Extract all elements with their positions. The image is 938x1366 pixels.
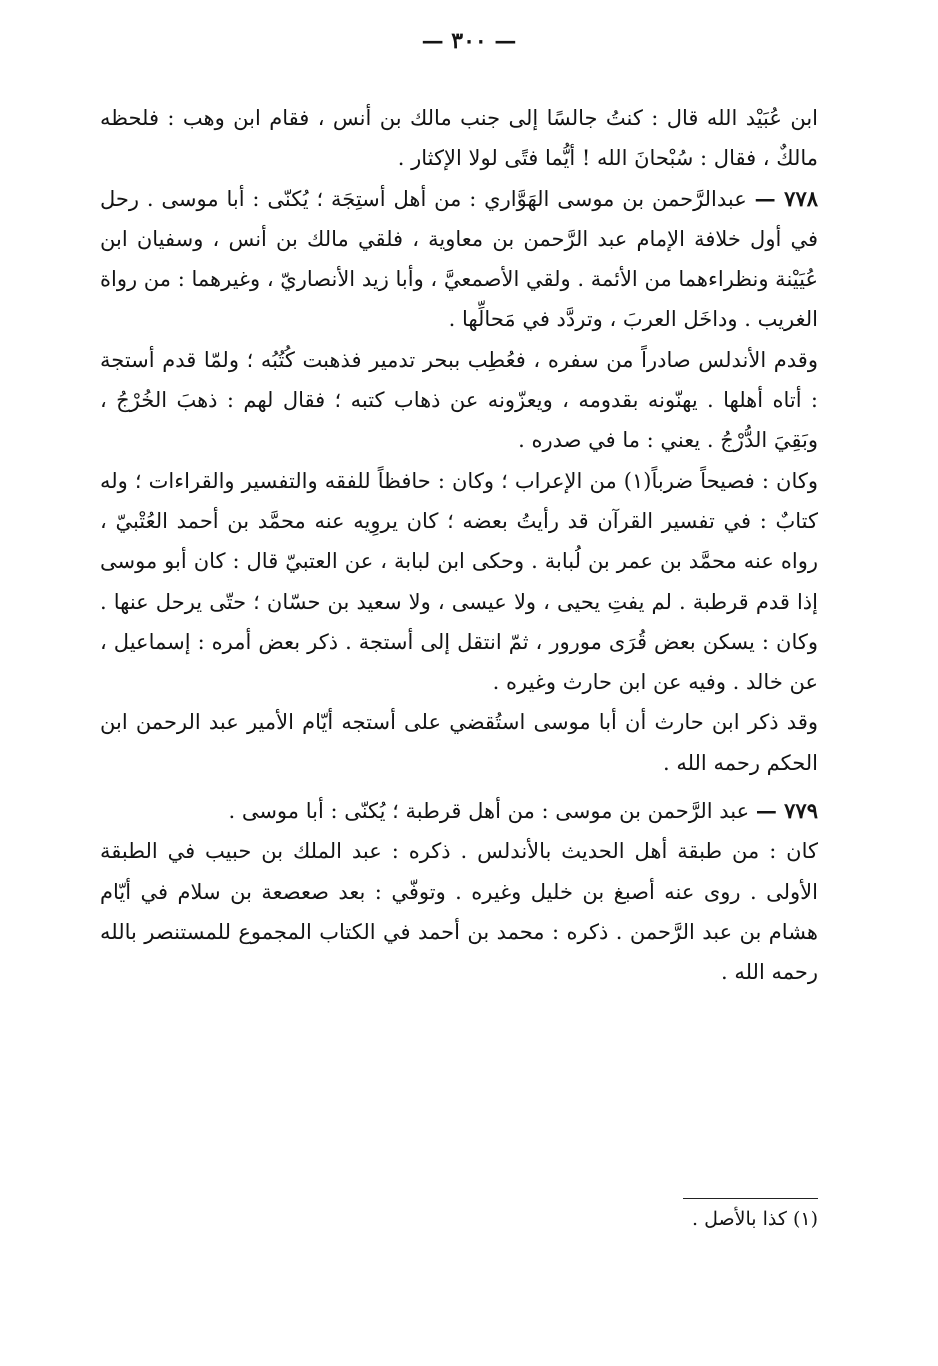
paragraph-text: ابن عُبَيْد الله قال : كنتُ جالسًا إلى جنب مالك بن أنس ، فقام ابن وهب : فلحظه مالكٌ ، فقال : سُبْحانَ الله ! أيُّما فتًى لولا الإكثار . bbox=[100, 106, 818, 171]
paragraph bbox=[100, 791, 818, 831]
paragraph-text: وكان : فصيحاً ضرباً(١) من الإعراب ؛ وكان : حافظاً للفقه والتفسير والقراءات ؛ وله كتابٌ : في تفسير القرآن قد رأيتُ بعضه ؛ كان يروِيه عنه محمَّد بن أحمد العُتْبيّ ، رواه عنه محمَّد بن عمر بن لُبابة . وحكى ابن لبابة ، عن العتبيّ قال : كان أبو موسى إذا قدم قرطبة . لم يفتِ يحيى ، ولا عيسى ، ولا سعيد بن حسّان ؛ حتّى يرحل عنها . وكان : يسكن بعض قُرَى مورور ، ثمّ انتقل إلى أستجة . ذكر بعض أمره : إسماعيل ، عن خالد . وفيه عن ابن حارث وغيره . bbox=[100, 468, 818, 695]
paragraph-text: وقدم الأندلس صادراً من سفره ، فعُطِب ببحر تدمير فذهبت كُتُبُه ؛ ولمّا قدم أستجة : أتاه أهلها . يهنّونه بقدومه ، ويعزّونه عن ذهاب كتبه ؛ فقال لهم : ذهبَ الخُرْجُ ، وبَقِيَ الدُّرْجُ . يعني : ما في صدره . bbox=[100, 347, 818, 453]
footnote: (١) كذا بالأصل . bbox=[692, 1208, 818, 1230]
entry-number: ٧٧٨ — bbox=[754, 185, 819, 211]
paragraph-text: كان : من طبقة أهل الحديث بالأندلس . ذكره : عبد الملك بن حبيب في الطبقة الأولى . روى عنه أصبغ بن خليل وغيره . وتوفّي : بعد صعصعة بن سلام في أيّام هشام بن عبد الرَّحمن . ذكره : محمد بن أحمد في الكتاب المجموع للمستنصر بالله رحمه الله . bbox=[100, 839, 818, 985]
paragraph-text: عبد الرَّحمن بن موسى : من أهل قرطبة ؛ يُكنّى : أبا موسى . bbox=[228, 799, 750, 824]
paragraph-text: وقد ذكر ابن حارث أن أبا موسى استُقضي على أستجه أيّام الأمير عبد الرحمن ابن الحكم رحمه الله . bbox=[100, 710, 818, 775]
paragraph bbox=[100, 340, 818, 461]
paragraph bbox=[100, 179, 818, 340]
entry-number: ٧٧٩ — bbox=[755, 798, 818, 824]
paragraph bbox=[100, 461, 818, 703]
main-text bbox=[100, 98, 818, 993]
page-number: — ٣٠٠ — bbox=[421, 28, 517, 54]
paragraph bbox=[100, 98, 818, 179]
footnote-divider bbox=[683, 1198, 818, 1199]
paragraph bbox=[100, 702, 818, 783]
paragraph-text: عبدالرَّحمن بن موسى الهَوَّاري : من أهل أستِجَة ؛ يُكنّى : أبا موسى . رحل في أول خلافة الإمام عبد الرَّحمن بن معاوية ، فلقي مالك بن أنس ، وسفيان ابن عُيَيْنة ونظراءهما من الأئمة . ولقي الأصمعيَّ ، وأبا زيد الأنصاريّ ، وغيرهما : من رواة الغريب . وداخَل العربَ ، وتردَّد في مَحالِّها . bbox=[100, 186, 818, 332]
paragraph bbox=[100, 831, 818, 992]
